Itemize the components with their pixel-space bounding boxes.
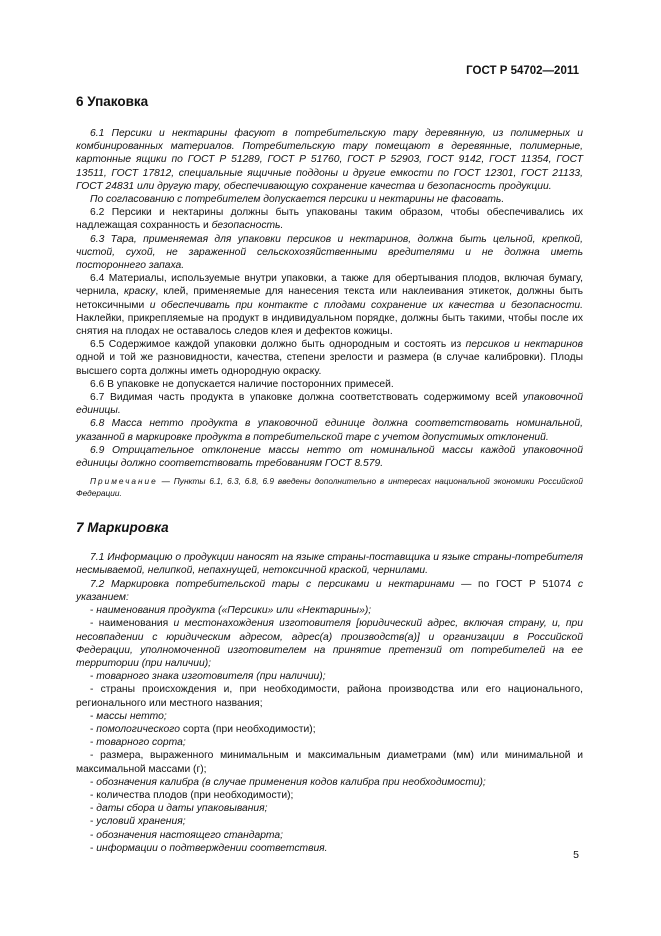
paragraph-6-1-note: По согласованию с потребителем допускается персики и нектарины не фасовать. (90, 194, 505, 206)
section-6-note: Примечание — Пункты 6.1, 6.3, 6.8, 6.9 введены дополнительно в интересах национальной экономики Российской Федерации. (76, 476, 583, 498)
document-body (76, 94, 583, 855)
paragraph-6-1: 6.1 Персики и нектарины фасуют в потребительскую тару деревянную, из полимерных и комбинированных материалов. Потребительскую тару помещают в деревянные, полимерные, картонные ящики по ГОСТ Р 51289, ГОСТ Р 51760, ГОСТ Р 52903, ГОСТ 9142, ГОСТ 11354, ГОСТ 13511, ГОСТ 17812, специальные ящичные поддоны и другие емкости по ГОСТ 12301, ГОСТ 21133, ГОСТ 24831 или другую тару, обеспечивающую сохранение качества и безопасность продукции. (76, 128, 583, 192)
paragraph-6-2: 6.2 Персики и нектарины должны быть упакованы таким образом, чтобы обеспечивались их надлежащая сохранность и безопасность. (76, 207, 583, 232)
list-item: - страны происхождения и, при необходимости, района производства или его национального, регионального или местного названия; (76, 684, 583, 709)
list-item: - помологического сорта (при необходимости); (90, 723, 316, 735)
section-6-title: 6 Упаковка (76, 94, 149, 109)
paragraph-6-3: 6.3 Тара, применяемая для упаковки персиков и нектаринов, должна быть цельной, крепкой, чистой, сухой, не зараженной сельскохозяйственными вредителями и не должна иметь постороннего запаха. (76, 233, 583, 272)
paragraph-6-8: 6.8 Масса нетто продукта в упаковочной единице должна соответствовать номинальной, указанной в маркировке продукта в потребительской таре с учетом допустимых отклонений. (76, 418, 583, 443)
list-item: - условий хранения; (90, 816, 186, 828)
list-item: - товарного знака изготовителя (при наличии); (90, 671, 326, 683)
paragraph-7-1: 7.1 Информацию о продукции наносят на языке страны-поставщика и языке страны-потребителя несмываемой, нелипкой, непахнущей, нетоксичной краской, чернилами. (76, 552, 583, 577)
paragraph-7-2: 7.2 Маркировка потребительской тары с персиками и нектаринами — по ГОСТ Р 51074 с указанием: (76, 578, 583, 603)
paragraph-6-9: 6.9 Отрицательное отклонение массы нетто от номинальной массы каждой упаковочной единицы должно соответствовать требованиям ГОСТ 8.579. (76, 444, 583, 470)
standard-header: ГОСТ Р 54702—2011 (466, 65, 579, 77)
paragraph-6-4: 6.4 Материалы, используемые внутри упаковки, а также для обертывания плодов, включая бумагу, чернила, краску, клей, применяемые для нанесения текста или наклеивания этикеток, должны быть нетоксичными и обеспечивать при контакте с плодами сохранение их качества и безопасности. Наклейки, прикрепляемые на продукт в индивидуальном порядке, должны быть такими, чтобы после их снятия на плодах не оставалось следов клея и дефектов кожицы. (76, 273, 583, 338)
paragraph-6-5: 6.5 Содержимое каждой упаковки должно быть однородным и состоять из персиков и нектаринов одной и той же разновидности, качества, степени зрелости и размера (в случае калибровки). Плоды высшего сорта должны иметь однородную окраску. (76, 339, 584, 377)
section-7-title: 7 Маркировка (76, 520, 169, 536)
list-item: - размера, выраженного минимальным и максимальным диаметрами (мм) или минимальной и максимальной массами (г); (76, 750, 583, 775)
list-item: - наименования и местонахождения изготовителя [юридический адрес, включая страну, и, при несовпадении с юридическим адресом, адрес(а) производств(а)] и организации в Российской Федерации, уполномоченной изготовителем на принятие претензий от потребителей на ее территории (при наличии); (76, 618, 583, 669)
paragraph-6-6: 6.6 В упаковке не допускается наличие посторонних примесей. (90, 378, 394, 390)
list-item: - даты сбора и даты упаковывания; (90, 803, 268, 815)
list-item: - информации о подтверждении соответствия. (90, 842, 328, 854)
list-item: - обозначения настоящего стандарта; (90, 829, 283, 841)
list-item: - количества плодов (при необходимости); (90, 789, 294, 801)
list-item: - наименования продукта («Персики» или «Нектарины»); (90, 605, 372, 617)
list-item: - обозначения калибра (в случае применения кодов калибра при необходимости); (90, 776, 486, 788)
paragraph-6-7: 6.7 Видимая часть продукта в упаковке должна соответствовать содержимому всей упаковочной единицы. (76, 392, 583, 417)
page-number: 5 (573, 849, 579, 861)
list-item: - товарного сорта; (90, 737, 186, 749)
marking-requirements-list (76, 604, 583, 855)
list-item: - массы нетто; (90, 710, 167, 722)
